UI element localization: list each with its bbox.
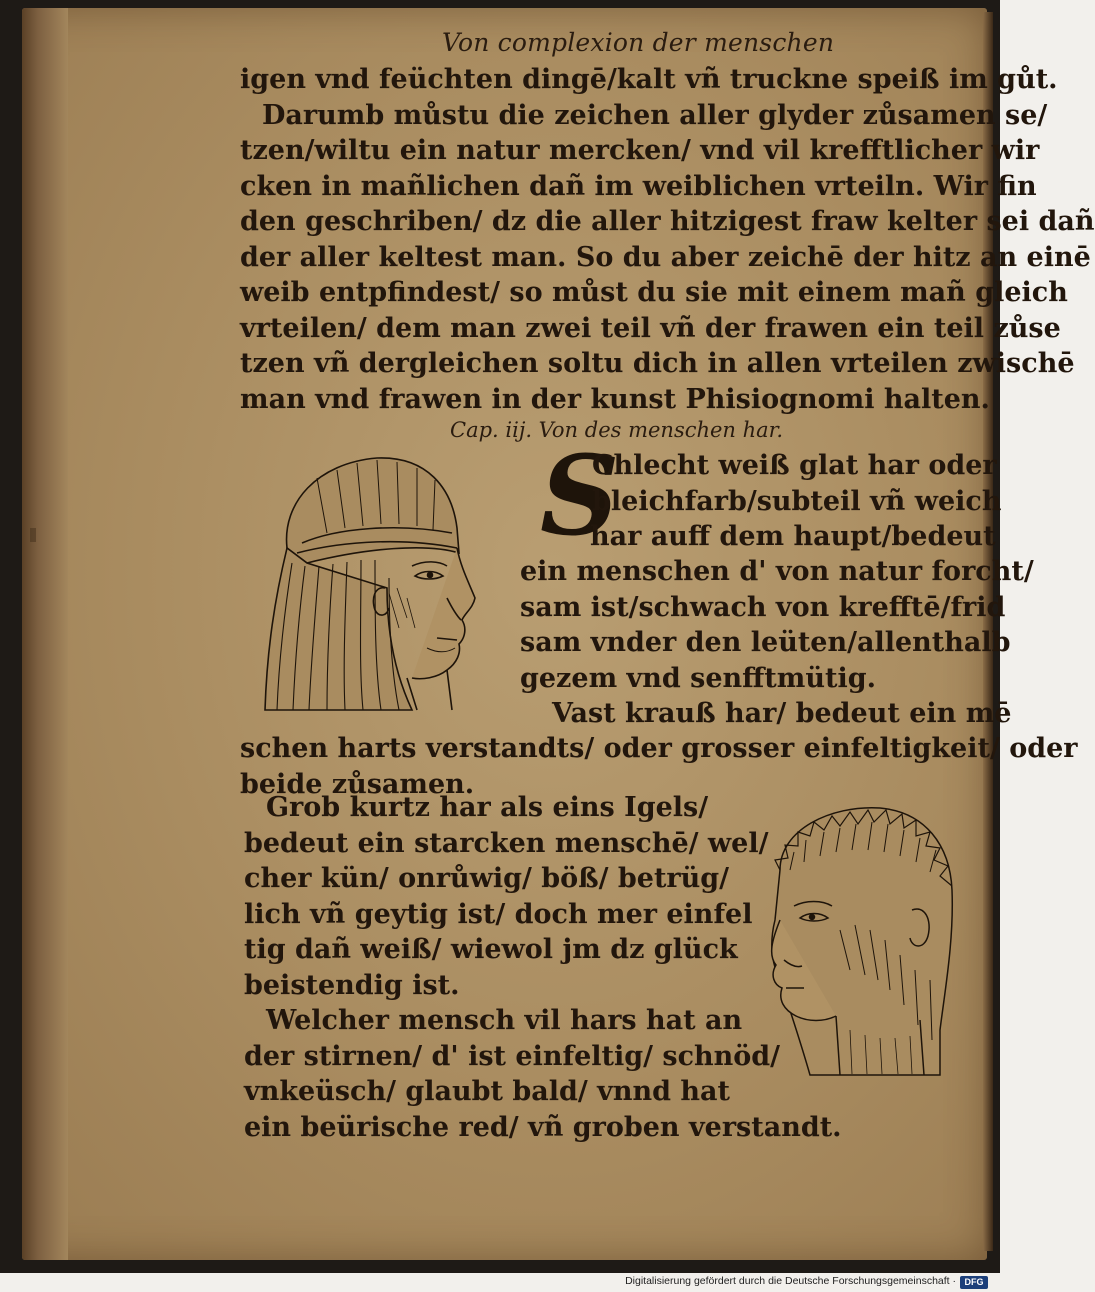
text-line: ein menschen d' von natur forcht/ xyxy=(520,556,1034,587)
woodcut-illustration xyxy=(740,790,970,1080)
section-2-paragraph xyxy=(552,696,1011,732)
footer-bar xyxy=(0,1273,1000,1292)
text-line: lich vñ geytig ist/ doch mer einfel xyxy=(244,898,753,930)
text-line: bedeut ein starcken menschē/ wel/ xyxy=(244,827,769,859)
long-haired-man-portrait xyxy=(247,448,497,717)
text-line: beide zůsamen. xyxy=(240,768,475,800)
text-line: vnkeüsch/ glaubt bald/ vnnd hat xyxy=(244,1076,730,1107)
margin-mark xyxy=(30,528,36,542)
text-line: den geschriben/ dz die aller hitzigest fraw kelter sei dañ xyxy=(240,206,1095,237)
text-line: der aller keltest man. So du aber zeichē der hitz an einē xyxy=(240,241,1091,273)
text-line: Chlecht weiß glat har oder xyxy=(592,450,997,481)
text-line: man vnd frawen in der kunst Phisiognomi halten. xyxy=(240,383,990,415)
text-line: vrteilen/ dem man zwei teil vñ der frawen ein teil zůse xyxy=(240,312,1061,344)
chapter-heading: Cap. iij. Von des menschen har. xyxy=(450,418,784,442)
text-line: schen harts verstandts/ oder grosser einfeltigkeit/ oder xyxy=(240,733,1078,764)
running-header: Von complexion der menschen xyxy=(442,28,835,57)
top-paragraph xyxy=(240,62,1095,417)
section-1-paragraph-cont xyxy=(520,554,1034,696)
section-1-paragraph-cont xyxy=(590,519,996,555)
text-line: der stirnen/ d' ist einfeltig/ schnöd/ xyxy=(244,1040,781,1072)
text-line: cher kün/ onrůwig/ böß/ betrüg/ xyxy=(244,863,730,894)
text-line: sam vnder den leüten/allenthalb xyxy=(520,627,1011,658)
text-line: Grob kurtz har als eins Igels/ xyxy=(266,792,709,823)
text-line: ein beürische red/ vñ groben verstandt. xyxy=(244,1111,842,1143)
decorated-initial: S xyxy=(540,431,620,560)
text-line: cken in mañlichen dañ im weiblichen vrteiln. Wir fin xyxy=(240,170,1037,202)
book-page xyxy=(22,8,1095,1260)
text-line: tzen/wiltu ein natur mercken/ vnd vil krefftlicher wir xyxy=(240,135,1040,166)
text-line: gezem vnd senfftmütig. xyxy=(520,662,876,694)
text-line: har auff dem haupt/bedeut xyxy=(590,521,996,552)
text-line: beistendig ist. xyxy=(244,969,460,1001)
text-line: tzen vñ dergleichen soltu dich in allen vrteilen zwischē xyxy=(240,348,1075,379)
text-line: sam ist/schwach von krefftē/frid xyxy=(520,591,1006,623)
section-1-paragraph xyxy=(592,448,1001,519)
text-line: bleichfarb/subteil vñ weich xyxy=(592,485,1002,517)
text-line: tig dañ weiß/ wiewol jm dz glück xyxy=(244,934,738,965)
text-line: igen vnd feüchten dingē/kalt vñ truckne speiß im gůt. xyxy=(240,64,1058,95)
book-binding xyxy=(22,8,68,1260)
text-line: weib entpfindest/ so můst du sie mit einem mañ gleich xyxy=(240,277,1068,308)
text-line: Welcher mensch vil hars hat an xyxy=(266,1005,743,1036)
short-haired-man-portrait xyxy=(740,790,970,1084)
funding-credit: Digitalisierung gefördert durch die Deutsche Forschungsgemeinschaft · xyxy=(625,1275,956,1287)
text-line: Vast krauß har/ bedeut ein mē xyxy=(552,698,1012,729)
dfg-logo: DFG xyxy=(960,1276,988,1289)
woodcut-illustration xyxy=(247,448,497,713)
text-line: Darumb můstu die zeichen aller glyder zůsamen se/ xyxy=(262,99,1048,131)
